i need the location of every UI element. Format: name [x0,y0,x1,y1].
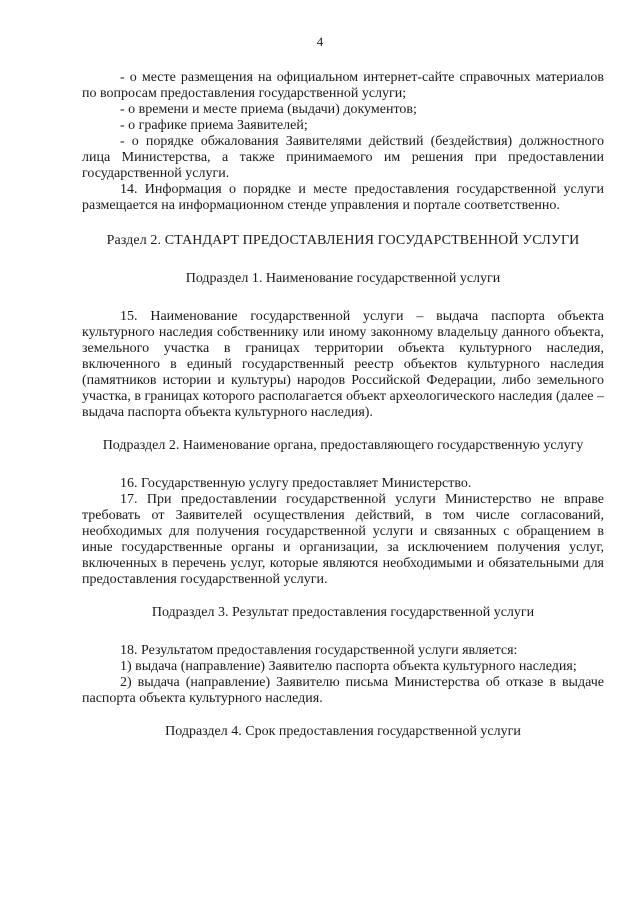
paragraph-17: 17. При предоставлении государственной услуги Министерство не вправе требовать от Заявителей осуществления действий, в том числе согласований, необходимых для получения государственной услуги и связанных с обращением в иные государственные органы и организации, за исключением получения услуг, включенных в перечень услуг, которые являются необходимыми и обязательными для предоставления государственной услуги. [82,492,604,587]
paragraph-14: 14. Информация о порядке и месте предоставления государственной услуги размещается на информационном стенде управления и портале соответственно. [82,182,604,213]
paragraph-16: 16. Государственную услугу предоставляет Министерство. [120,476,472,491]
page-number: 4 [316,34,324,49]
intro-item: - о месте размещения на официальном интернет-сайте справочных материалов по вопросам предоставления государственной услуги; [82,70,604,101]
intro-item: - о порядке обжалования Заявителями действий (бездействия) должностного лица Министерства, а также принимаемого им решения при предоставлении государственной услуги. [82,134,604,181]
paragraph-15: 15. Наименование государственной услуги – выдача паспорта объекта культурного наследия собственнику или иному законному владельцу данного объекта, земельного участка в границах территории объекта культурного наследия, включенного в единый государственный реестр объектов культурного наследия (памятников истории и культуры) народов Российской Федерации, либо земельного участка, в границах которого располагается объект археологического наследия (далее – выдача паспорта объекта культурного наследия). [82,309,604,420]
section-2-title: Раздел 2. СТАНДАРТ ПРЕДОСТАВЛЕНИЯ ГОСУДАРСТВЕННОЙ УСЛУГИ [106,233,580,248]
subsection-2-title: Подраздел 2. Наименование органа, предоставляющего государственную услугу [102,438,584,453]
document-body [82,70,604,762]
paragraph-18-item-1: 1) выдача (направление) Заявителю паспорта объекта культурного наследия; [120,659,577,674]
paragraph-18-item-2: 2) выдача (направление) Заявителю письма Министерства об отказе в выдаче паспорта объекта культурного наследия. [82,675,604,706]
subsection-4-title: Подраздел 4. Срок предоставления государственной услуги [165,724,521,739]
subsection-1-title: Подраздел 1. Наименование государственной услуги [185,271,501,286]
subsection-3-title: Подраздел 3. Результат предоставления государственной услуги [151,605,535,620]
paragraph-18: 18. Результатом предоставления государственной услуги является: [120,643,518,658]
intro-item: - о времени и месте приема (выдачи) документов; [120,102,417,117]
intro-item: - о графике приема Заявителей; [120,118,308,133]
